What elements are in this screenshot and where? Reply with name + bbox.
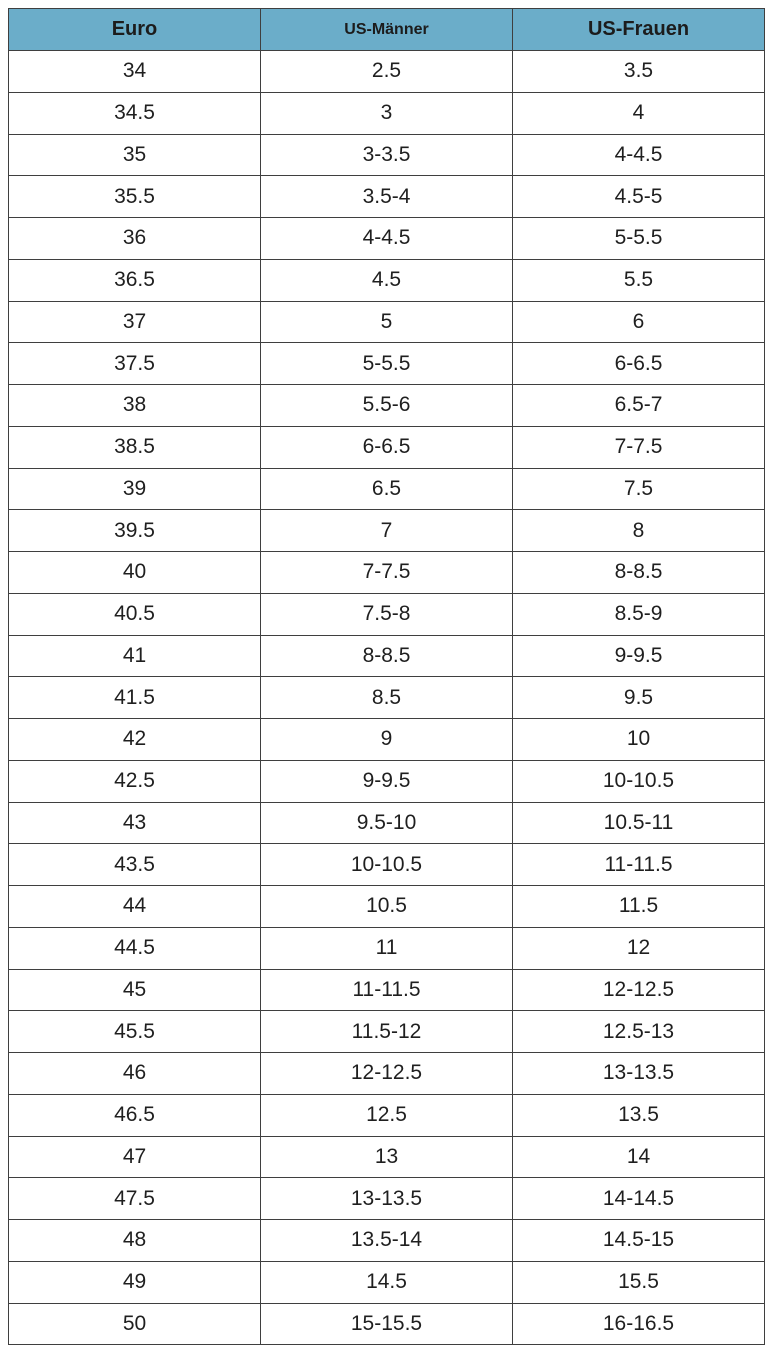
table-row [9,552,765,594]
euro-cell: 40 [9,552,261,594]
euro-cell: 34.5 [9,92,261,134]
euro-cell: 42.5 [9,760,261,802]
us-women-cell: 14.5-15 [513,1220,765,1262]
table-body [9,51,765,1345]
us-men-cell: 3.5-4 [261,176,513,218]
us-women-cell: 12-12.5 [513,969,765,1011]
table-row [9,385,765,427]
us-women-cell: 14 [513,1136,765,1178]
us-women-cell: 13.5 [513,1094,765,1136]
table-row [9,677,765,719]
column-header-us-women: US-Frauen [513,9,765,51]
us-women-cell: 8.5-9 [513,593,765,635]
us-women-cell: 13-13.5 [513,1053,765,1095]
euro-cell: 47 [9,1136,261,1178]
us-men-cell: 7.5-8 [261,593,513,635]
table-row [9,92,765,134]
euro-cell: 34 [9,51,261,93]
euro-cell: 48 [9,1220,261,1262]
us-men-cell: 12-12.5 [261,1053,513,1095]
euro-cell: 50 [9,1303,261,1345]
us-men-cell: 11-11.5 [261,969,513,1011]
table-row [9,51,765,93]
table-row [9,259,765,301]
us-women-cell: 10-10.5 [513,760,765,802]
column-header-euro: Euro [9,9,261,51]
table-row [9,593,765,635]
table-row [9,1011,765,1053]
euro-cell: 39.5 [9,510,261,552]
us-women-cell: 3.5 [513,51,765,93]
us-men-cell: 3 [261,92,513,134]
euro-cell: 45 [9,969,261,1011]
us-women-cell: 7.5 [513,468,765,510]
us-women-cell: 12 [513,927,765,969]
table-row [9,1053,765,1095]
table-row [9,760,765,802]
us-men-cell: 9-9.5 [261,760,513,802]
us-men-cell: 9 [261,719,513,761]
us-men-cell: 13 [261,1136,513,1178]
us-men-cell: 12.5 [261,1094,513,1136]
us-women-cell: 6-6.5 [513,343,765,385]
us-women-cell: 15.5 [513,1261,765,1303]
us-women-cell: 7-7.5 [513,426,765,468]
table-row [9,927,765,969]
table-row [9,1136,765,1178]
us-men-cell: 5-5.5 [261,343,513,385]
us-men-cell: 3-3.5 [261,134,513,176]
us-women-cell: 9.5 [513,677,765,719]
us-men-cell: 10-10.5 [261,844,513,886]
us-women-cell: 5-5.5 [513,218,765,260]
euro-cell: 41.5 [9,677,261,719]
table-row [9,635,765,677]
table-row [9,301,765,343]
size-conversion-table-container [8,8,764,1345]
us-men-cell: 13.5-14 [261,1220,513,1262]
us-men-cell: 5 [261,301,513,343]
us-men-cell: 7 [261,510,513,552]
euro-cell: 37.5 [9,343,261,385]
us-men-cell: 14.5 [261,1261,513,1303]
euro-cell: 41 [9,635,261,677]
table-row [9,844,765,886]
us-men-cell: 5.5-6 [261,385,513,427]
us-women-cell: 11.5 [513,886,765,928]
us-women-cell: 14-14.5 [513,1178,765,1220]
euro-cell: 35 [9,134,261,176]
euro-cell: 38 [9,385,261,427]
euro-cell: 36.5 [9,259,261,301]
us-men-cell: 11 [261,927,513,969]
table-row [9,134,765,176]
us-women-cell: 6.5-7 [513,385,765,427]
us-women-cell: 8-8.5 [513,552,765,594]
table-row [9,510,765,552]
us-women-cell: 16-16.5 [513,1303,765,1345]
euro-cell: 38.5 [9,426,261,468]
euro-cell: 46 [9,1053,261,1095]
table-row [9,1303,765,1345]
size-conversion-table [8,8,765,1345]
table-row [9,343,765,385]
us-men-cell: 4.5 [261,259,513,301]
table-row [9,802,765,844]
table-row [9,719,765,761]
euro-cell: 37 [9,301,261,343]
euro-cell: 40.5 [9,593,261,635]
us-women-cell: 5.5 [513,259,765,301]
table-header-row [9,9,765,51]
table-row [9,886,765,928]
us-women-cell: 4.5-5 [513,176,765,218]
us-women-cell: 12.5-13 [513,1011,765,1053]
euro-cell: 36 [9,218,261,260]
table-row [9,176,765,218]
euro-cell: 43 [9,802,261,844]
us-men-cell: 15-15.5 [261,1303,513,1345]
us-men-cell: 8-8.5 [261,635,513,677]
euro-cell: 39 [9,468,261,510]
table-row [9,1220,765,1262]
us-men-cell: 6-6.5 [261,426,513,468]
us-men-cell: 11.5-12 [261,1011,513,1053]
euro-cell: 43.5 [9,844,261,886]
table-row [9,426,765,468]
table-row [9,1178,765,1220]
us-women-cell: 9-9.5 [513,635,765,677]
euro-cell: 42 [9,719,261,761]
euro-cell: 49 [9,1261,261,1303]
us-men-cell: 13-13.5 [261,1178,513,1220]
us-men-cell: 7-7.5 [261,552,513,594]
euro-cell: 47.5 [9,1178,261,1220]
us-women-cell: 10 [513,719,765,761]
table-row [9,468,765,510]
us-men-cell: 6.5 [261,468,513,510]
us-women-cell: 10.5-11 [513,802,765,844]
us-men-cell: 9.5-10 [261,802,513,844]
euro-cell: 45.5 [9,1011,261,1053]
euro-cell: 44 [9,886,261,928]
table-row [9,969,765,1011]
us-women-cell: 4 [513,92,765,134]
us-men-cell: 4-4.5 [261,218,513,260]
euro-cell: 44.5 [9,927,261,969]
us-men-cell: 8.5 [261,677,513,719]
us-women-cell: 8 [513,510,765,552]
us-women-cell: 4-4.5 [513,134,765,176]
table-row [9,1094,765,1136]
us-women-cell: 6 [513,301,765,343]
euro-cell: 35.5 [9,176,261,218]
table-row [9,1261,765,1303]
column-header-us-men: US-Männer [261,9,513,51]
euro-cell: 46.5 [9,1094,261,1136]
us-men-cell: 10.5 [261,886,513,928]
us-men-cell: 2.5 [261,51,513,93]
us-women-cell: 11-11.5 [513,844,765,886]
table-row [9,218,765,260]
